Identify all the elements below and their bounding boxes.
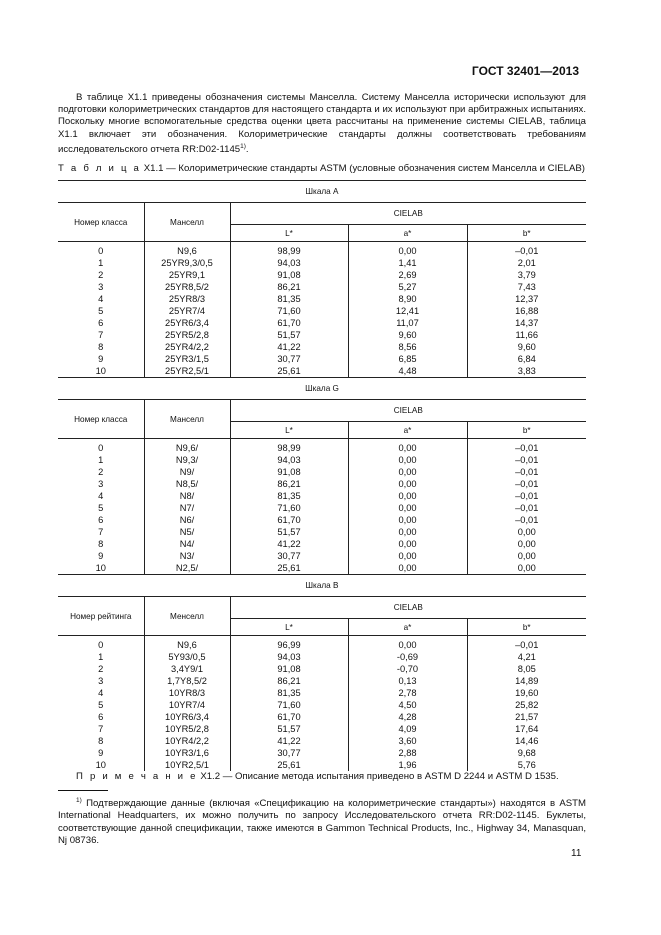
cell-b: 5,76 [517,760,536,770]
cell-class-number: 1 [58,454,144,466]
cell-l: 51,57 [230,723,348,735]
cell-l: 71,60 [230,699,348,711]
cell-munsell: N5/ [144,526,230,538]
cell-l: 30,77 [230,550,348,562]
column-header-l: L* [230,225,348,242]
cell-munsell: N3/ [144,550,230,562]
cell-l: 71,60 [230,502,348,514]
cell-a: 0,00 [348,478,467,490]
cell-b: –0,01 [515,246,539,256]
cell-l: 98,99 [230,439,348,455]
colorimetric-standards-table [58,180,586,771]
cell-b: 0,00 [517,527,536,537]
cell-class-number: 4 [58,293,144,305]
cell-class-number: 6 [58,317,144,329]
table-row [58,526,586,538]
table-row [58,490,586,502]
cell-class-number: 5 [58,502,144,514]
column-header-b: b* [467,422,586,439]
table-row [58,711,586,723]
column-header-row [58,400,586,422]
cell-a: 2,78 [348,687,467,699]
cell-class-number: 8 [58,538,144,550]
cell-munsell: N2,5/ [144,562,230,575]
cell-b: 3,79 [517,270,536,280]
cell-a: 6,85 [348,353,467,365]
cell-b: 14,89 [515,676,539,686]
cell-b: –0,01 [515,503,539,513]
cell-a: 8,56 [348,341,467,353]
cell-class-number: 0 [58,636,144,652]
cell-munsell: 25YR8/3 [144,293,230,305]
cell-class-number: 0 [58,242,144,258]
cell-munsell: 3,4Y9/1 [144,663,230,675]
cell-class-number: 9 [58,353,144,365]
cell-munsell: 5Y93/0,5 [144,651,230,663]
cell-b: 0,00 [517,551,536,561]
cell-munsell: 25YR4/2,2 [144,341,230,353]
cell-a: 0,00 [348,466,467,478]
cell-class-number: 3 [58,281,144,293]
table-row [58,353,586,365]
scale-title: Шкала А [58,181,586,203]
table-row [58,305,586,317]
column-header-a: a* [348,225,467,242]
cell-class-number: 6 [58,514,144,526]
cell-munsell: 25YR9,1 [144,269,230,281]
cell-munsell: 10YR8/3 [144,687,230,699]
column-header-class-number: Номер класса [58,203,144,242]
cell-l: 41,22 [230,341,348,353]
cell-b: 6,84 [517,354,536,364]
cell-b: 7,43 [517,282,536,292]
footnote-marker: 1) [76,797,82,804]
cell-munsell: 25YR8,5/2 [144,281,230,293]
scale-title: Шкала G [58,378,586,400]
column-header-munsell: Манселл [144,203,230,242]
cell-a: 0,00 [348,562,467,575]
table-row [58,735,586,747]
cell-a: 0,00 [348,550,467,562]
cell-class-number: 9 [58,747,144,759]
cell-class-number: 6 [58,711,144,723]
cell-b: 19,60 [515,688,539,698]
cell-l: 81,35 [230,687,348,699]
cell-a: 0,00 [348,502,467,514]
cell-b: 4,21 [517,652,536,662]
table-row [58,723,586,735]
table-row [58,257,586,269]
cell-l: 86,21 [230,281,348,293]
cell-class-number: 3 [58,675,144,687]
cell-a: 0,00 [348,636,467,652]
cell-l: 91,08 [230,466,348,478]
column-header-munsell: Манселл [144,400,230,439]
table-note [76,771,559,782]
column-header-cielab: CIELAB [230,400,586,422]
cell-b: 17,64 [515,724,539,734]
cell-l: 96,99 [230,636,348,652]
column-header-a: a* [348,619,467,636]
cell-b: 8,05 [517,664,536,674]
cell-munsell: 10YR7/4 [144,699,230,711]
cell-munsell: 25YR7/4 [144,305,230,317]
cell-munsell: N7/ [144,502,230,514]
cell-l: 91,08 [230,663,348,675]
cell-munsell: 25YR9,3/0,5 [144,257,230,269]
cell-a: 3,60 [348,735,467,747]
cell-munsell: 25YR5/2,8 [144,329,230,341]
cell-class-number: 2 [58,663,144,675]
column-header-munsell: Менселл [144,597,230,636]
cell-l: 30,77 [230,747,348,759]
cell-a: 0,00 [348,526,467,538]
cell-l: 81,35 [230,293,348,305]
cell-munsell: N6/ [144,514,230,526]
cell-l: 94,03 [230,257,348,269]
cell-l: 98,99 [230,242,348,258]
cell-a: 5,27 [348,281,467,293]
cell-class-number: 0 [58,439,144,455]
table-row [58,281,586,293]
cell-a: 2,69 [348,269,467,281]
cell-a: 1,41 [348,257,467,269]
cell-a: -0,70 [348,663,467,675]
cell-munsell: N9,3/ [144,454,230,466]
column-header-a: a* [348,422,467,439]
cell-class-number: 7 [58,526,144,538]
cell-class-number: 10 [58,759,144,771]
table-row [58,466,586,478]
cell-class-number: 1 [58,257,144,269]
cell-a: 4,48 [348,365,467,378]
column-header-b: b* [467,619,586,636]
cell-munsell: 25YR6/3,4 [144,317,230,329]
table-caption-label: Т а б л и ц а [58,163,142,174]
cell-a: 0,00 [348,439,467,455]
cell-b: –0,01 [515,515,539,525]
column-header-class-number: Номер рейтинга [58,597,144,636]
cell-b: –0,01 [515,455,539,465]
cell-class-number: 5 [58,699,144,711]
cell-a: 4,28 [348,711,467,723]
scale-title-row [58,575,586,597]
table-row [58,550,586,562]
table-row [58,478,586,490]
table-row [58,242,586,258]
cell-l: 61,70 [230,514,348,526]
cell-a: 0,00 [348,538,467,550]
table-note-label: П р и м е ч а н и е [76,771,198,782]
table-row [58,699,586,711]
cell-a: 9,60 [348,329,467,341]
cell-b: –0,01 [515,479,539,489]
cell-l: 51,57 [230,526,348,538]
table-row [58,759,586,771]
table-row [58,269,586,281]
page-number: 11 [571,848,582,859]
cell-class-number: 9 [58,550,144,562]
cell-a: 11,07 [348,317,467,329]
table-row [58,439,586,455]
cell-munsell: 10YR4/2,2 [144,735,230,747]
table-row [58,365,586,378]
column-header-cielab: CIELAB [230,597,586,619]
footnote-divider [58,790,108,791]
intro-text: В таблице Х1.1 приведены обозначения системы Манселла. Систему Манселла исторически используют для подготовки колориметрических стандартов для настоящего стандарта и их используют при арбитражных испытаниях. Поскольку многие вспомогательные средства оценки цвета рассчитаны на применение системы CIELAB, таблица Х1.1 включает эти обозначения. Колориметрические стандарты должны соответствовать требованиям исследовательского отчета RR:D02-1145 [58,92,586,155]
cell-class-number: 8 [58,735,144,747]
table-note-text: Х1.2 — Описание метода испытания приведено в ASTM D 2244 и ASTM D 1535. [200,771,559,782]
intro-paragraph [58,92,586,156]
cell-b: 11,66 [515,330,539,340]
cell-a: 12,41 [348,305,467,317]
cell-l: 25,61 [230,759,348,771]
cell-b: 9,68 [517,748,536,758]
cell-munsell: 10YR5/2,8 [144,723,230,735]
cell-l: 94,03 [230,651,348,663]
cell-a: 0,00 [348,454,467,466]
cell-munsell: N8,5/ [144,478,230,490]
cell-b: –0,01 [515,467,539,477]
table-row [58,293,586,305]
column-header-b: b* [467,225,586,242]
column-header-l: L* [230,619,348,636]
cell-l: 25,61 [230,562,348,575]
cell-munsell: N8/ [144,490,230,502]
footnote-text: Подтверждающие данные (включая «Спецификацию на колориметрические стандарты») находятся в ASTM International Headquarters, их можно получить по запросу Исследовательского отчета RR:D02-1145. Буклеты, соответствующие данной спецификации, также имеются в Gammon Technical Products, Inc., Highway 34, Manasquan, Nj 08736. [58,798,587,846]
cell-b: 12,37 [515,294,539,304]
cell-l: 86,21 [230,675,348,687]
cell-class-number: 8 [58,341,144,353]
column-header-l: L* [230,422,348,439]
cell-l: 61,70 [230,317,348,329]
cell-l: 51,57 [230,329,348,341]
cell-class-number: 7 [58,329,144,341]
cell-munsell: 10YR2,5/1 [144,759,230,771]
cell-l: 94,03 [230,454,348,466]
cell-b: 3,83 [517,366,536,376]
table-row [58,651,586,663]
cell-l: 41,22 [230,735,348,747]
scale-title-row [58,378,586,400]
cell-a: 1,96 [348,759,467,771]
cell-l: 41,22 [230,538,348,550]
scale-title-row [58,181,586,203]
table-row [58,514,586,526]
cell-munsell: N9,6 [144,636,230,652]
column-header-class-number: Номер класса [58,400,144,439]
table-row [58,341,586,353]
cell-a: 4,50 [348,699,467,711]
table-caption-text: Х1.1 — Колориметрические стандарты ASTM (условные обозначения систем Манселла и CIELAB) [143,163,585,174]
cell-b: 21,57 [515,712,539,722]
cell-b: 2,01 [517,258,536,268]
cell-b: 0,00 [517,563,536,573]
cell-class-number: 5 [58,305,144,317]
cell-munsell: N9/ [144,466,230,478]
table-row [58,329,586,341]
table-row [58,317,586,329]
cell-l: 86,21 [230,478,348,490]
cell-b: 0,00 [517,539,536,549]
cell-b: 14,37 [515,318,539,328]
cell-a: 4,09 [348,723,467,735]
cell-a: 2,88 [348,747,467,759]
cell-munsell: 10YR3/1,6 [144,747,230,759]
cell-b: 16,88 [515,306,539,316]
table-row [58,675,586,687]
cell-munsell: 10YR6/3,4 [144,711,230,723]
column-header-row [58,597,586,619]
table-row [58,636,586,652]
cell-class-number: 4 [58,490,144,502]
cell-class-number: 1 [58,651,144,663]
table-row [58,538,586,550]
cell-l: 30,77 [230,353,348,365]
cell-l: 71,60 [230,305,348,317]
cell-b: –0,01 [515,443,539,453]
cell-l: 61,70 [230,711,348,723]
column-header-row [58,203,586,225]
cell-class-number: 7 [58,723,144,735]
table-row [58,687,586,699]
cell-a: 0,00 [348,242,467,258]
cell-munsell: 25YR3/1,5 [144,353,230,365]
table-row [58,502,586,514]
table-row [58,562,586,575]
intro-end: . [245,144,249,155]
cell-munsell: N9,6/ [144,439,230,455]
cell-a: -0,69 [348,651,467,663]
cell-b: –0,01 [515,491,539,501]
intro-footnote-ref: 1) [240,142,246,150]
cell-class-number: 10 [58,365,144,378]
cell-a: 8,90 [348,293,467,305]
cell-l: 81,35 [230,490,348,502]
cell-a: 0,00 [348,490,467,502]
table-row [58,747,586,759]
cell-b: 9,60 [517,342,536,352]
cell-b: 14,46 [515,736,539,746]
table-caption [58,163,598,174]
cell-b: 25,82 [515,700,539,710]
scale-title: Шкала В [58,575,586,597]
cell-class-number: 3 [58,478,144,490]
cell-a: 0,13 [348,675,467,687]
table-row [58,454,586,466]
cell-class-number: 10 [58,562,144,575]
cell-class-number: 2 [58,466,144,478]
cell-b: –0,01 [515,640,539,650]
cell-munsell: N4/ [144,538,230,550]
document-standard-header: ГОСТ 32401—2013 [471,64,579,78]
cell-l: 91,08 [230,269,348,281]
cell-a: 0,00 [348,514,467,526]
column-header-cielab: CIELAB [230,203,586,225]
cell-munsell: 25YR2,5/1 [144,365,230,378]
cell-munsell: N9,6 [144,242,230,258]
cell-munsell: 1,7Y8,5/2 [144,675,230,687]
cell-l: 25,61 [230,365,348,378]
cell-class-number: 2 [58,269,144,281]
footnote [58,795,586,847]
table-row [58,663,586,675]
cell-class-number: 4 [58,687,144,699]
